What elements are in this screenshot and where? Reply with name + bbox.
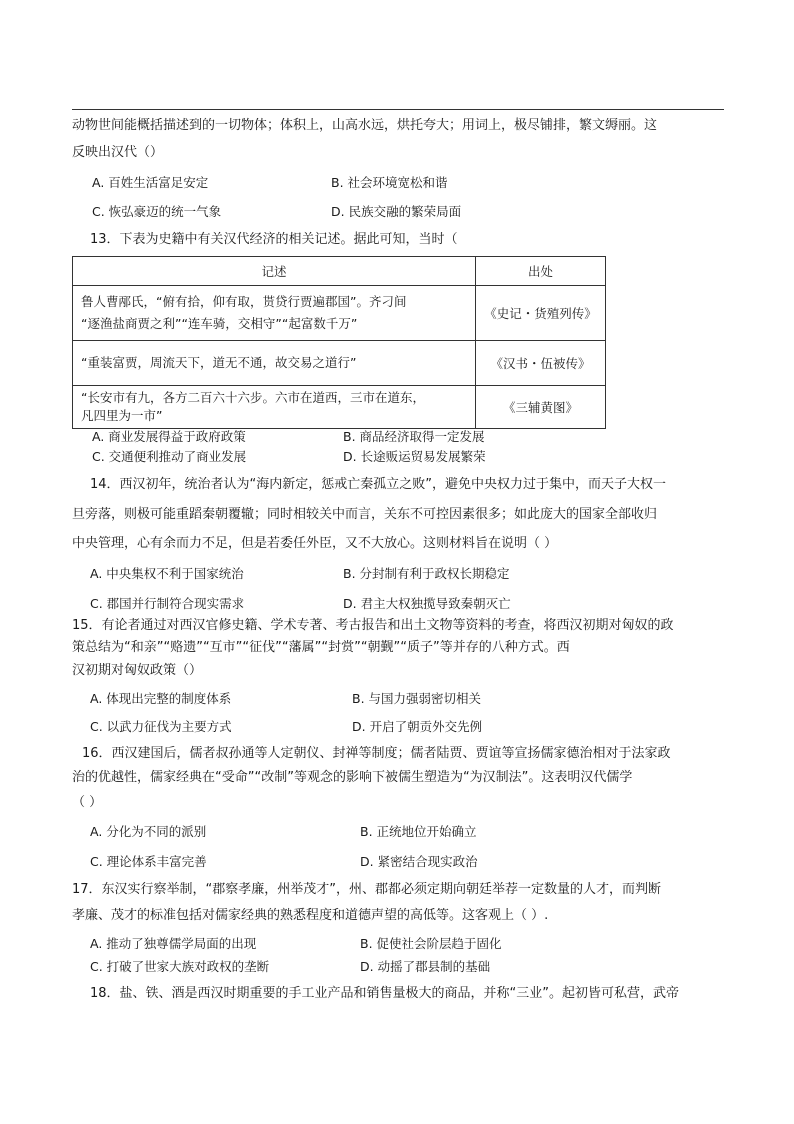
q16-line-1: 16．西汉建国后，儒者叔孙通等人定朝仪、封禅等制度；儒者陆贾、贾谊等宣扬儒家德治相对于法家政: [82, 746, 671, 761]
q12-option-b: B. 社会环境宽松和谐: [331, 175, 448, 190]
q14-option-b: B. 分封制有利于政权长期稳定: [343, 566, 510, 581]
q12-option-c: C. 恢弘豪迈的统一气象: [92, 204, 222, 219]
q13-option-a: A. 商业发展得益于政府政策: [92, 429, 246, 444]
q14-option-c: C. 郡国并行制符合现实需求: [90, 596, 245, 611]
q17-option-b: B. 促使社会阶层趋于固化: [360, 936, 502, 951]
table-row: [73, 341, 606, 386]
q13-option-b: B. 商品经济取得一定发展: [343, 429, 485, 444]
source-table: [72, 256, 606, 429]
q14-line-3: 中央管理，心有余而力不足，但是若委任外臣，又不大放心。这则材料旨在说明（ ）: [72, 536, 558, 551]
q17-option-c: C. 打破了世家大族对政权的垄断: [90, 959, 270, 974]
q15-option-a: A. 体现出完整的制度体系: [90, 691, 232, 706]
q15-option-c: C. 以武力征伐为主要方式: [90, 719, 232, 734]
record-line: 鲁人曹邴氏，“俯有拾，仰有取，贳贷行贾遍郡国”。齐刁间: [81, 294, 407, 309]
record-line: 凡四里为一市”: [81, 408, 163, 423]
q13-option-c: C. 交通便利推动了商业发展: [92, 449, 247, 464]
record-line: “长安市有九，各方二百六十六步。六市在道西，三市在道东，: [81, 390, 425, 405]
q17-line-2: 孝廉、茂才的标准包括对儒家经典的熟悉程度和道德声望的高低等。这客观上（ ）.: [72, 908, 549, 923]
table-cell-source: 《汉书・伍被传》: [476, 341, 606, 386]
q15-line-3: 汉初期对匈奴政策（）: [72, 663, 203, 678]
q14-line-1: 14．西汉初年，统治者认为“海内新定，惩戒亡秦孤立之败”，避免中央权力过于集中，而天子大权一: [90, 477, 667, 492]
q16-option-c: C. 理论体系丰富完善: [90, 854, 207, 869]
q16-option-a: A. 分化为不同的派别: [90, 824, 207, 839]
intro-line-2: 反映出汉代（）: [72, 145, 164, 160]
table-cell-source: 《史记・货殖列传》: [476, 286, 606, 341]
table-row: [73, 386, 606, 429]
q15-option-b: B. 与国力强弱密切相关: [352, 691, 482, 706]
intro-line-1: 动物世间能概括描述到的一切物体；体积上，山高水远，烘托夸大；用词上，极尽铺排，繁文缛丽。这: [72, 118, 658, 133]
q16-line-2: 治的优越性，儒家经典在“受命”“改制”等观念的影响下被儒生塑造为“为汉制法”。这表明汉代儒学: [72, 770, 633, 785]
q16-option-b: B. 正统地位开始确立: [360, 824, 477, 839]
q13-option-d: D. 长途贩运贸易发展繁荣: [343, 449, 486, 464]
q18-line-1: 18．盐、铁、酒是西汉时期重要的手工业产品和销售量极大的商品，并称“三业”。起初皆可私营，武帝: [90, 986, 680, 1001]
table-header-source: 出处: [476, 257, 606, 286]
q14-option-d: D. 君主大权独揽导致秦朝灭亡: [343, 596, 511, 611]
table-cell-record: [73, 386, 476, 429]
q17-option-d: D. 动摇了郡县制的基础: [360, 959, 491, 974]
q12-option-a: A. 百姓生活富足安定: [92, 175, 209, 190]
table-cell-source: 《三辅黄图》: [476, 386, 606, 429]
q15-line-2: 策总结为“和亲”“赂遗”“互市”“征伐”“藩属”“封赏”“朝觐”“质子”等并存的八种方式。西: [72, 640, 570, 655]
q13-stem: 13．下表为史籍中有关汉代经济的相关记述。据此可知，当时（: [90, 232, 458, 247]
q15-option-d: D. 开启了朝贡外交先例: [352, 719, 483, 734]
q14-option-a: A. 中央集权不利于国家统治: [90, 566, 244, 581]
q17-line-1: 17．东汉实行察举制，“郡察孝廉，州举茂才”，州、郡都必须定期向朝廷举荐一定数量的人才，而判断: [72, 882, 662, 897]
top-rule: [72, 109, 724, 110]
record-line: “重装富贾，周流天下，道无不通，故交易之道行”: [81, 355, 357, 370]
q16-option-d: D. 紧密结合现实政治: [360, 854, 478, 869]
table-row: [73, 286, 606, 341]
q12-option-d: D. 民族交融的繁荣局面: [331, 204, 462, 219]
record-line: “逐渔盐商贾之利”“连车骑，交相守”“起富数千万”: [81, 316, 358, 331]
table-cell-record: [73, 341, 476, 386]
q14-line-2: 旦旁落，则极可能重蹈秦朝覆辙；同时相较关中而言，关东不可控因素很多；如此庞大的国家全部收归: [72, 507, 658, 522]
table-cell-record: [73, 286, 476, 341]
q16-line-3: （ ）: [72, 795, 103, 810]
table-header-record: 记述: [73, 257, 476, 286]
q15-line-1: 15．有论者通过对西汉官修史籍、学术专著、考古报告和出土文物等资料的考查，将西汉初期对匈奴的政: [72, 618, 674, 633]
q17-option-a: A. 推动了独尊儒学局面的出现: [90, 936, 257, 951]
